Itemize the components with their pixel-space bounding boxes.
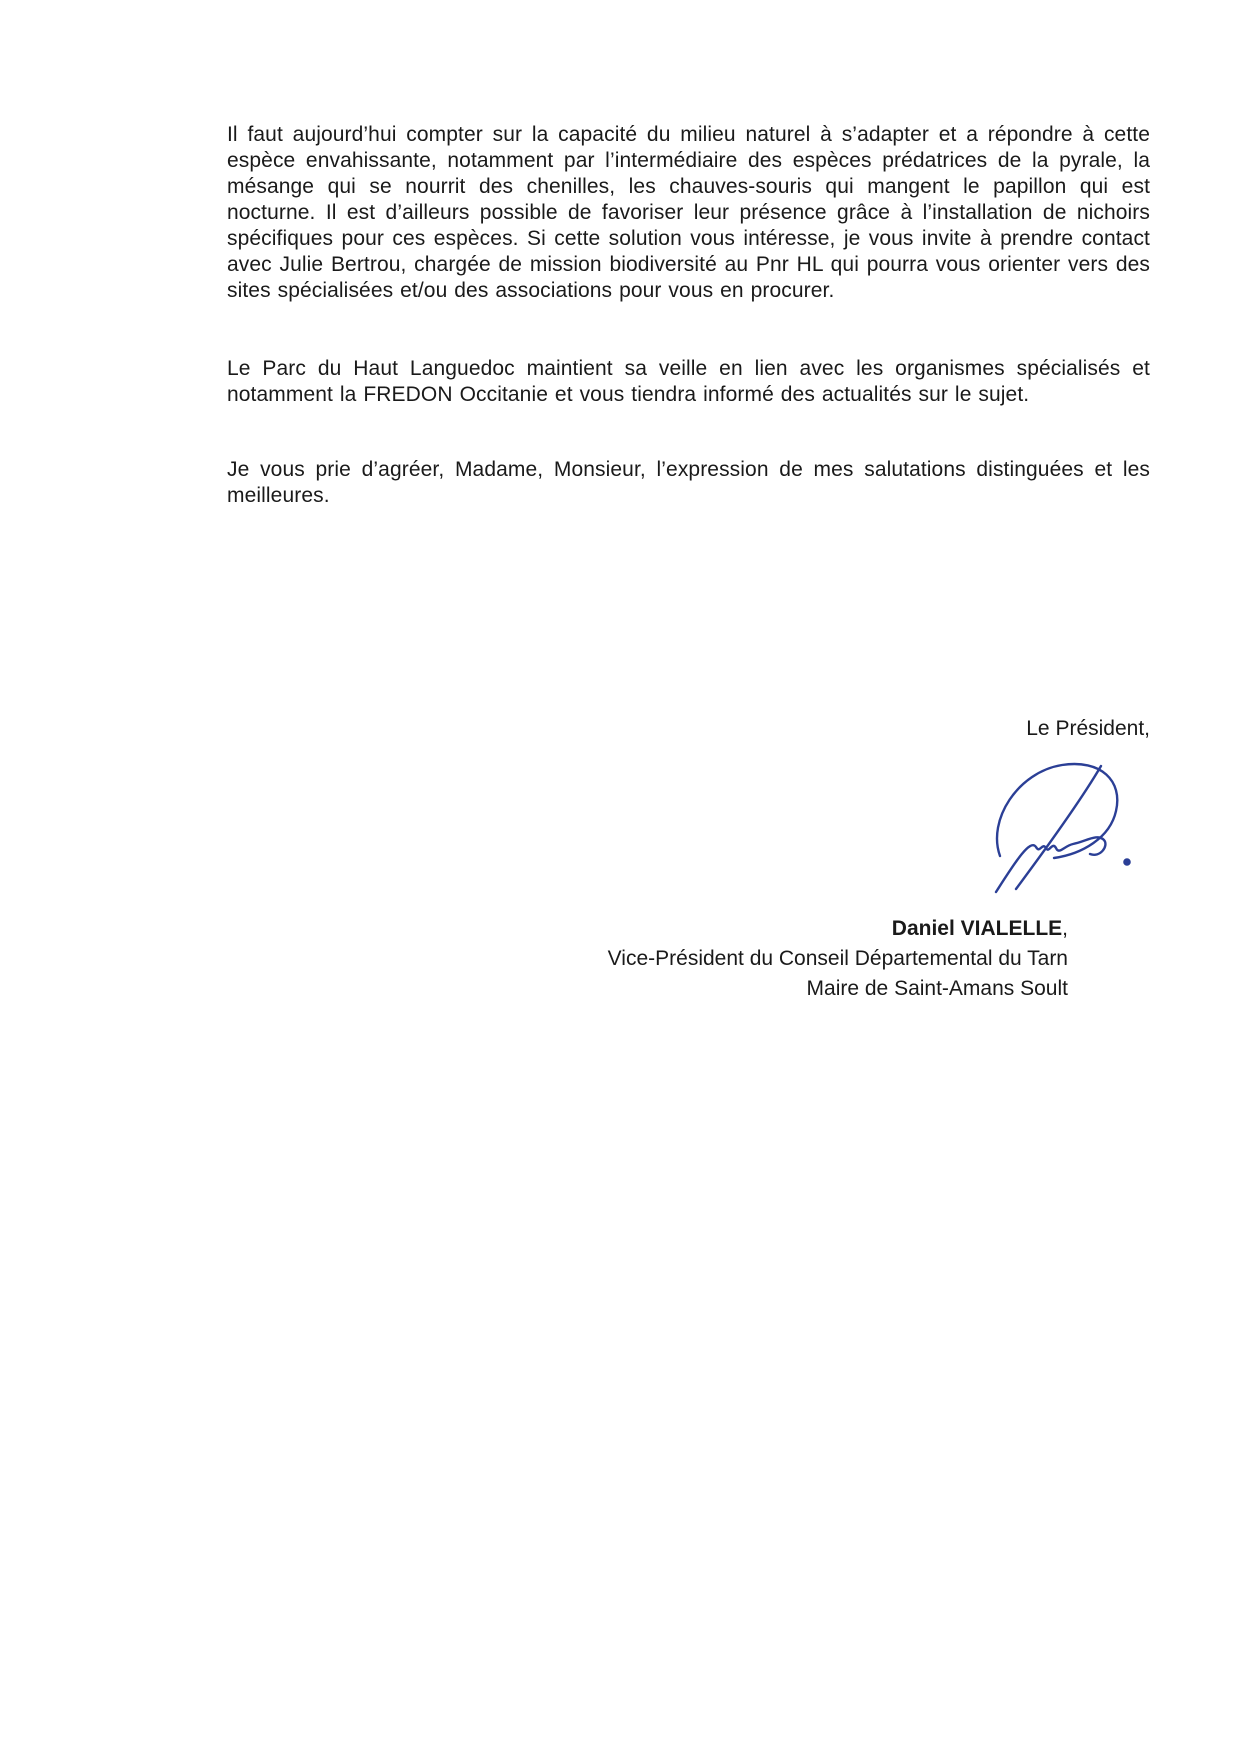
signatory-block (227, 914, 1150, 1004)
paragraph-parc-veille: Le Parc du Haut Languedoc maintient sa veille en lien avec les organismes spécialisés et notamment la FREDON Occitanie et vous tiendra informé des actualités sur le sujet. (227, 357, 1150, 406)
signatory-title-departement: Vice-Président du Conseil Départemental du Tarn (607, 947, 1068, 970)
signature-area (227, 758, 1150, 898)
signature-strokes (996, 764, 1130, 892)
handwritten-signature-image (984, 758, 1142, 898)
signatory-title-maire: Maire de Saint-Amans Soult (806, 977, 1068, 1000)
paragraph-salutations: Je vous prie d’agréer, Madame, Monsieur, l’expression de mes salutations distinguées et les meilleures. (227, 458, 1150, 507)
signatory-name-comma: , (1062, 917, 1068, 940)
closing-role-line: Le Président, (1026, 717, 1150, 740)
signatory-name-line (227, 914, 1068, 944)
letter-body (227, 122, 1150, 509)
paragraph-nature-adaptation: Il faut aujourd’hui compter sur la capacité du milieu naturel à s’adapter et a répondre à cette espèce envahissante, notamment par l’intermédiaire des espèces prédatrices de la pyrale, la mésange qui se nourrit des chenilles, les chauves-souris qui mangent le papillon qui est nocturne. Il est d’ailleurs possible de favoriser leur présence grâce à l’installation de nichoirs spécifiques pour ces espèces. Si cette solution vous intéresse, je vous invite à prendre contact avec Julie Bertrou, chargée de mission biodiversité au Pnr HL qui pourra vous orienter vers des sites spécialisées et/ou des associations pour vous en procurer. (227, 123, 1150, 302)
signatory-name: Daniel VIALELLE (891, 917, 1063, 940)
signature-dot (1124, 859, 1129, 864)
